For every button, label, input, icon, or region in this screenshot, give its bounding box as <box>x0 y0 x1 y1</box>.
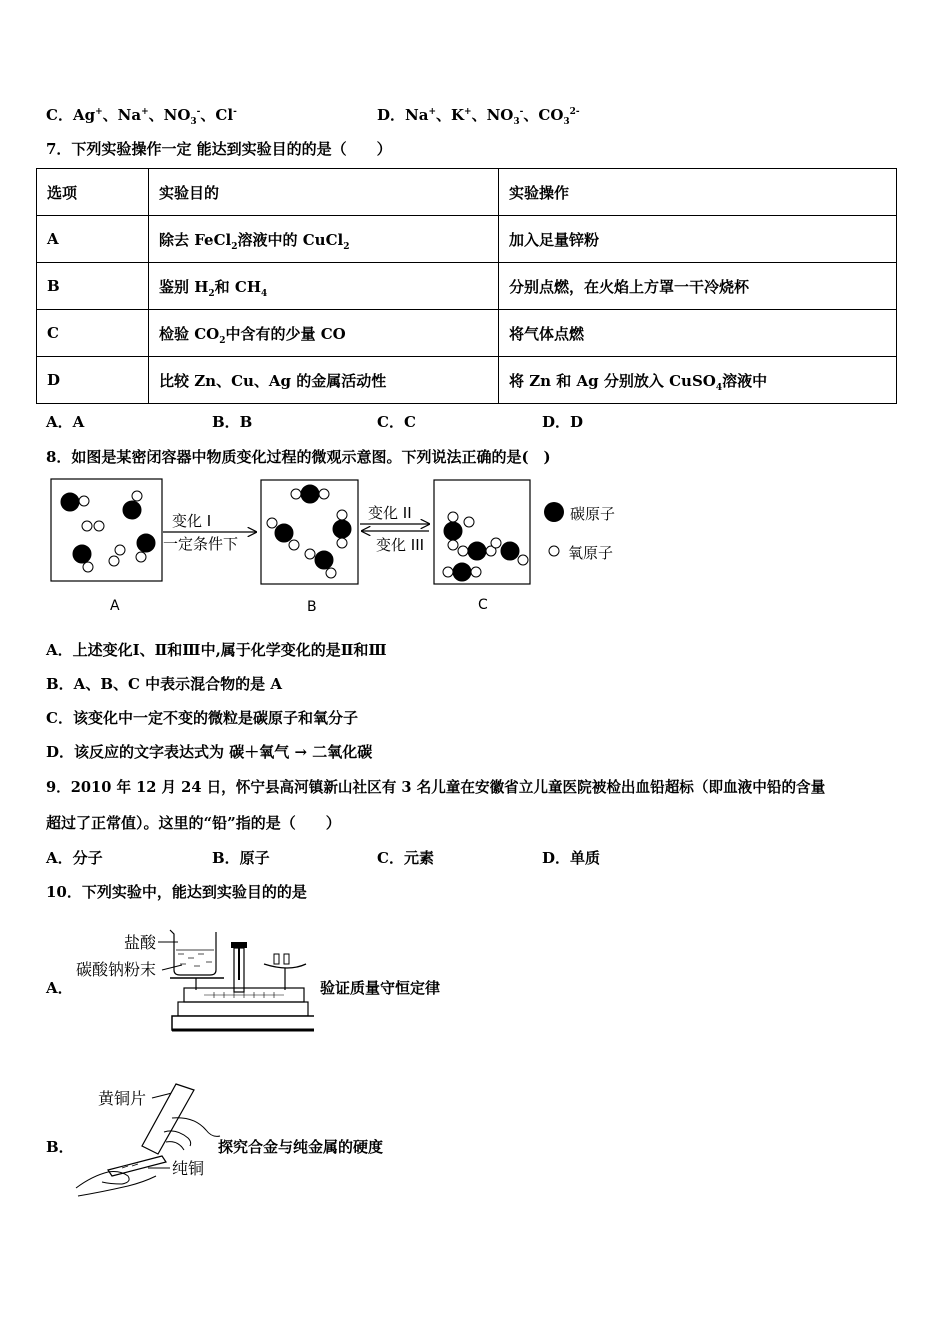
q9-option-a: A．分子 <box>46 849 103 867</box>
q9-option-b: B．原子 <box>212 849 270 867</box>
header-option: 选项 <box>37 169 149 216</box>
q8-option-b: B．A、B、C 中表示混合物的是 A <box>46 675 283 693</box>
box-c-label: C <box>478 597 488 613</box>
header-purpose: 实验目的 <box>149 169 499 216</box>
q10-option-b-text: 探究合金与纯金属的硬度 <box>218 1138 384 1156</box>
q7-option-d: D．D <box>542 413 584 431</box>
q9-option-c: C．元素 <box>377 849 434 867</box>
row-purpose: 除去 FeCl$_2$溶液中的 CuCl$_2$ <box>149 216 499 263</box>
box-b-label: B <box>307 599 317 615</box>
legend-carbon-label: 碳原子 <box>570 505 616 523</box>
arrow2-top-label: 变化 II <box>368 504 412 522</box>
label-brass-sheet: 黄铜片 <box>98 1089 147 1108</box>
table-row <box>37 357 897 404</box>
row-operation: 将 Zn 和 Ag 分别放入 CuSO$_4$溶液中 <box>499 357 897 404</box>
q8-stem: 8．如图是某密闭容器中物质变化过程的微观示意图。下列说法正确的是( ) <box>46 448 551 466</box>
q7-table <box>36 168 897 404</box>
q9-option-d: D．单质 <box>542 849 601 867</box>
q6-option-d: D．Na+、K+、$NO_3^-$、$CO_3^{2-}$ <box>377 106 580 127</box>
table-header-row <box>37 169 897 216</box>
arrow1-top-label: 变化 I <box>172 512 212 530</box>
q8-option-c: C．该变化中一定不变的微粒是碳原子和氧分子 <box>46 709 358 727</box>
row-option: D <box>37 357 149 404</box>
q9-stem-line2: 超过了正常值）。这里的“铅”指的是（ ） <box>46 814 341 832</box>
legend-oxygen-label: 氧原子 <box>568 544 614 562</box>
table-row <box>37 263 897 310</box>
row-operation: 加入足量锌粉 <box>499 216 897 263</box>
q7-option-b: B．B <box>212 413 253 431</box>
header-operation: 实验操作 <box>499 169 897 216</box>
label-pure-copper: 纯铜 <box>172 1159 205 1178</box>
q7-option-c: C．C <box>377 413 416 431</box>
arrow1-bottom-label: 一定条件下 <box>163 535 239 553</box>
q10-scratch-figure <box>72 1080 222 1198</box>
q6-option-c: C．Ag+、Na+、$NO_3^-$、Cl- <box>46 106 237 127</box>
label-hydrochloric-acid: 盐酸 <box>124 933 157 952</box>
label-sodium-carbonate: 碳酸钠粉末 <box>76 960 157 979</box>
q10-balance-figure <box>74 920 314 1042</box>
row-option: A <box>37 216 149 263</box>
row-operation: 分别点燃，在火焰上方罩一干冷烧杯 <box>499 263 897 310</box>
row-operation: 将气体点燃 <box>499 310 897 357</box>
q9-stem-line1: 9．2010 年 12 月 24 日，怀宁县高河镇新山社区有 3 名儿童在安徽省立儿童医院被检出血铅超标（即血液中铅的含量 <box>46 779 826 796</box>
row-purpose: 比较 Zn、Cu、Ag 的金属活动性 <box>149 357 499 404</box>
q8-option-d: D．该反应的文字表达式为 碳＋氧气 → 二氧化碳 <box>46 743 373 761</box>
row-purpose: 鉴别 $H_2$和 $CH_4$ <box>149 263 499 310</box>
row-option: C <box>37 310 149 357</box>
arrow2-bottom-label: 变化 III <box>376 536 425 554</box>
legend-carbon-icon <box>544 502 564 522</box>
row-purpose: 检验 $CO_2$中含有的少量 CO <box>149 310 499 357</box>
q7-stem: 7．下列实验操作一定 能达到实验目的的是（ ） <box>46 140 392 158</box>
box-b-particles <box>267 485 351 578</box>
box-a-particles <box>61 491 155 572</box>
box-c-particles <box>443 512 528 581</box>
table-row <box>37 216 897 263</box>
q8-molecule-figure <box>44 474 644 620</box>
q10-option-a-text: 验证质量守恒定律 <box>320 979 441 997</box>
box-a-label: A <box>110 598 120 614</box>
q10-stem: 10．下列实验中，能达到实验目的的是 <box>46 883 307 901</box>
q8-option-a: A．上述变化Ⅰ、Ⅱ和Ⅲ中,属于化学变化的是Ⅱ和Ⅲ <box>46 641 387 659</box>
table-row <box>37 310 897 357</box>
q10-option-b-label: B． <box>46 1138 74 1156</box>
q7-option-a: A．A <box>46 413 85 431</box>
q10-option-a-label: A． <box>46 979 73 997</box>
legend-oxygen-icon <box>549 546 559 556</box>
row-option: B <box>37 263 149 310</box>
